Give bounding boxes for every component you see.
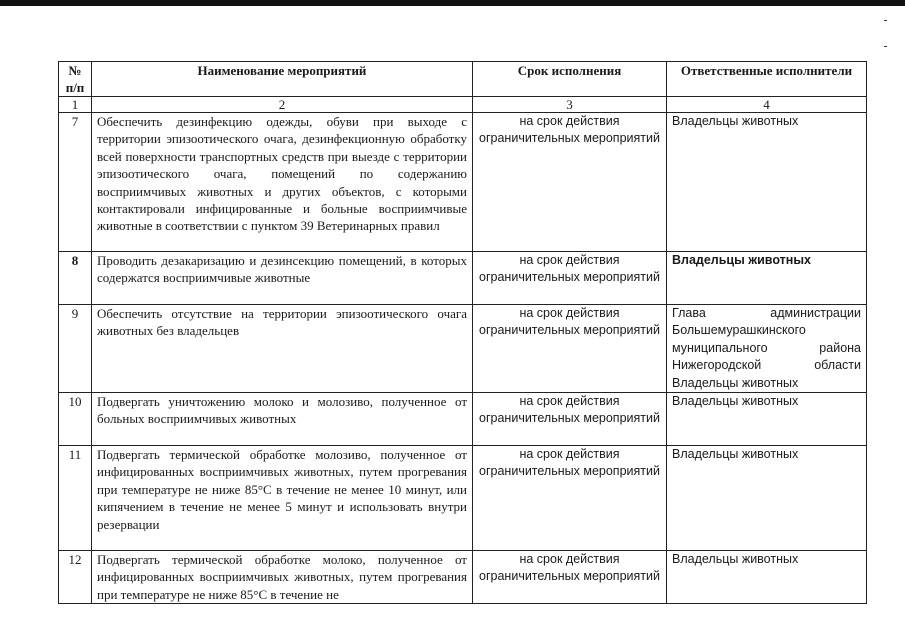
- measure-name: Обеспечить дезинфекцию одежды, обуви при выходе с территории эпизоотического очага, дезинфекционную обработку всей поверхности транспортных средств при выезде с территории эпизоотического очага, помещений по содержанию восприимчивых животных и других объектов, с которыми контактировали инфицированные и больные восприимчивые животные в соответствии с пунктом 39 Ветеринарных правил: [92, 113, 473, 252]
- measure-name: Проводить дезакаризацию и дезинсекцию помещений, в которых содержатся восприимчивые животные: [92, 252, 473, 305]
- row-number: 7: [59, 113, 92, 252]
- row-number: 10: [59, 393, 92, 446]
- header-term: Срок исполнения: [473, 62, 667, 97]
- measure-term: на срок действия ограничительных мероприятий: [473, 446, 667, 551]
- measure-responsible: Владельцы животных: [667, 252, 867, 305]
- measure-name: Подвергать уничтожению молоко и молозиво, полученное от больных восприимчивых животных: [92, 393, 473, 446]
- measure-responsible: Владельцы животных: [667, 393, 867, 446]
- measure-responsible: Глава администрации Большемурашкинского муниципального района Нижегородской области Владельцы животных: [667, 305, 867, 393]
- table-header-row: [59, 62, 867, 97]
- row-number: 11: [59, 446, 92, 551]
- table-row: [59, 446, 867, 551]
- table-row: [59, 113, 867, 252]
- column-number: 4: [667, 97, 867, 113]
- measure-term: на срок действия ограничительных мероприятий: [473, 252, 667, 305]
- row-number: 12: [59, 551, 92, 604]
- measure-responsible: Владельцы животных: [667, 113, 867, 252]
- column-number: 3: [473, 97, 667, 113]
- header-no: № п/п: [59, 62, 92, 97]
- measure-term: на срок действия ограничительных мероприятий: [473, 305, 667, 393]
- row-number: 8: [59, 252, 92, 305]
- column-number: 2: [92, 97, 473, 113]
- table-row: [59, 305, 867, 393]
- table-row: [59, 551, 867, 604]
- measure-name: Обеспечить отсутствие на территории эпизоотического очага животных без владельцев: [92, 305, 473, 393]
- table-row: [59, 393, 867, 446]
- header-responsible: Ответственные исполнители: [667, 62, 867, 97]
- measures-table: [58, 61, 867, 604]
- measure-term: на срок действия ограничительных мероприятий: [473, 551, 667, 604]
- column-number: 1: [59, 97, 92, 113]
- measure-term: на срок действия ограничительных мероприятий: [473, 393, 667, 446]
- measure-responsible: Владельцы животных: [667, 446, 867, 551]
- measure-name: Подвергать термической обработке молоко, полученное от инфицированных восприимчивых животных, путем прогревания при температуре не ниже 85°С в течение не: [92, 551, 473, 604]
- header-name: Наименование мероприятий: [92, 62, 473, 97]
- top-border-rule: [0, 0, 905, 6]
- measure-term: на срок действия ограничительных мероприятий: [473, 113, 667, 252]
- row-number: 9: [59, 305, 92, 393]
- column-numbers-row: [59, 97, 867, 113]
- measure-responsible: Владельцы животных: [667, 551, 867, 604]
- measure-name: Подвергать термической обработке молозиво, полученное от инфицированных восприимчивых животных, путем прогревания при температуре не ниже 85°С в течение не менее 10 минут, или кипячением в течение не менее 5 минут и использовать внутри резервации: [92, 446, 473, 551]
- table-row: [59, 252, 867, 305]
